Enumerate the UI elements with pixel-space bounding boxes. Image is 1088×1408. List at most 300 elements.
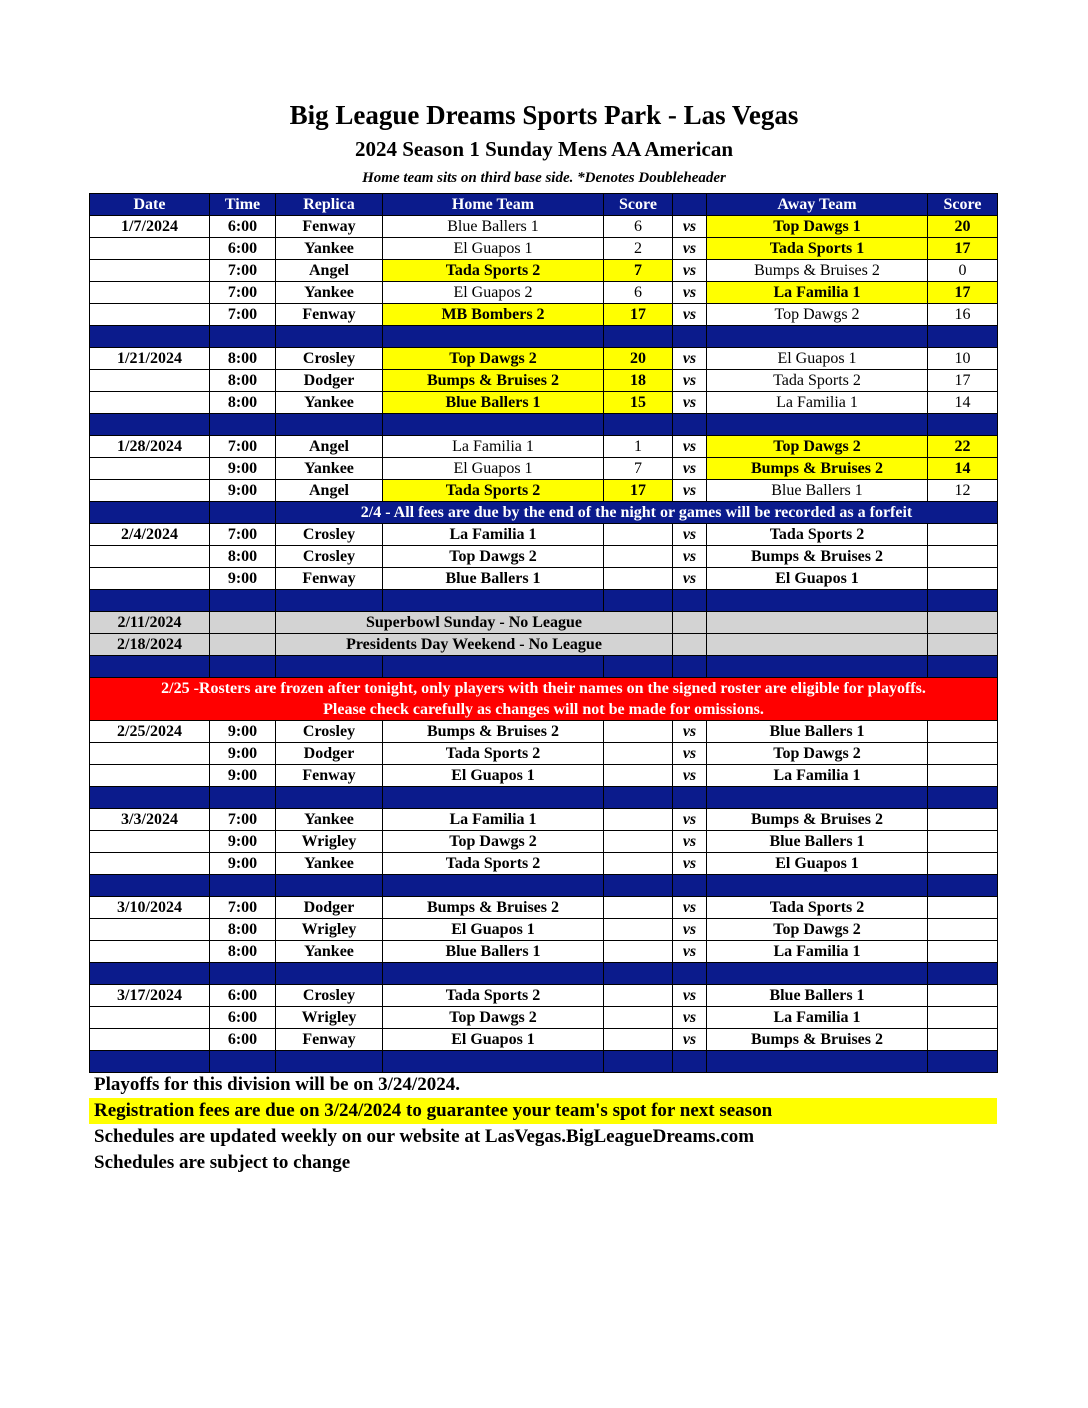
- away-score-cell: 12: [928, 480, 998, 502]
- time-cell: 8:00: [210, 941, 276, 963]
- home-team-cell: El Guapos 1: [383, 919, 604, 941]
- away-score-cell: 0: [928, 260, 998, 282]
- home-score-cell: 17: [604, 304, 673, 326]
- away-score-cell: [928, 1007, 998, 1029]
- home-team-cell: Bumps & Bruises 2: [383, 370, 604, 392]
- roster-alert-line: 2/25 -Rosters are frozen after tonight, only players with their names on the signed roster are eligible for playoffs.: [161, 680, 926, 697]
- separator-cell: [90, 590, 210, 612]
- col-header: Time: [210, 194, 276, 216]
- home-team-cell: Blue Ballers 1: [383, 216, 604, 238]
- col-header: Date: [90, 194, 210, 216]
- away-score-cell: [928, 919, 998, 941]
- vs-cell: vs: [673, 809, 707, 831]
- away-team-cell: Top Dawgs 1: [707, 216, 928, 238]
- vs-cell: [673, 612, 707, 634]
- away-score-cell: 17: [928, 282, 998, 304]
- time-cell: 9:00: [210, 853, 276, 875]
- field-cell: Yankee: [276, 853, 383, 875]
- time-cell: 9:00: [210, 831, 276, 853]
- vs-cell: vs: [673, 721, 707, 743]
- fees-notice-row: [90, 502, 998, 524]
- vs-cell: vs: [673, 458, 707, 480]
- time-cell: 7:00: [210, 282, 276, 304]
- separator-cell: [707, 590, 928, 612]
- away-team-cell: El Guapos 1: [707, 568, 928, 590]
- vs-cell: vs: [673, 831, 707, 853]
- date-cell: [90, 480, 210, 502]
- field-cell: Crosley: [276, 721, 383, 743]
- field-cell: Fenway: [276, 1029, 383, 1051]
- home-score-cell: [604, 765, 673, 787]
- separator-row: [90, 414, 998, 436]
- away-team-cell: Tada Sports 1: [707, 238, 928, 260]
- field-cell: Dodger: [276, 743, 383, 765]
- vs-cell: vs: [673, 304, 707, 326]
- separator-row: [90, 656, 998, 678]
- time-cell: 7:00: [210, 809, 276, 831]
- separator-cell: [276, 326, 383, 348]
- home-team-cell: Blue Ballers 1: [383, 941, 604, 963]
- field-cell: Angel: [276, 260, 383, 282]
- separator-cell: [673, 590, 707, 612]
- away-score-cell: [928, 568, 998, 590]
- home-score-cell: [604, 1007, 673, 1029]
- game-result-row: [90, 216, 998, 238]
- time-cell: 8:00: [210, 348, 276, 370]
- date-cell: [90, 304, 210, 326]
- home-score-cell: 6: [604, 216, 673, 238]
- separator-cell: [383, 963, 604, 985]
- field-cell: Dodger: [276, 897, 383, 919]
- date-cell: [90, 1007, 210, 1029]
- away-team-cell: La Familia 1: [707, 282, 928, 304]
- col-header: Away Team: [707, 194, 928, 216]
- field-cell: Yankee: [276, 809, 383, 831]
- home-team-cell: Top Dawgs 2: [383, 1007, 604, 1029]
- separator-cell: [707, 1051, 928, 1073]
- away-score-cell: [928, 612, 998, 634]
- separator-row: [90, 1051, 998, 1073]
- time-cell: 7:00: [210, 260, 276, 282]
- home-team-cell: Bumps & Bruises 2: [383, 897, 604, 919]
- home-score-cell: 6: [604, 282, 673, 304]
- field-cell: Dodger: [276, 370, 383, 392]
- separator-cell: [673, 875, 707, 897]
- vs-cell: vs: [673, 348, 707, 370]
- separator-row: [90, 875, 998, 897]
- home-team-cell: Tada Sports 2: [383, 985, 604, 1007]
- away-team-cell: Tada Sports 2: [707, 370, 928, 392]
- away-team-cell: Bumps & Bruises 2: [707, 809, 928, 831]
- no-league-note: Superbowl Sunday - No League: [276, 612, 673, 634]
- home-team-cell: El Guapos 1: [383, 1029, 604, 1051]
- date-cell: 2/25/2024: [90, 721, 210, 743]
- home-score-cell: [604, 941, 673, 963]
- vs-cell: vs: [673, 392, 707, 414]
- time-cell: 9:00: [210, 743, 276, 765]
- game-result-row: [90, 392, 998, 414]
- upcoming-game-row: [90, 897, 998, 919]
- away-score-cell: [928, 831, 998, 853]
- vs-cell: vs: [673, 282, 707, 304]
- vs-cell: vs: [673, 260, 707, 282]
- separator-cell: [210, 590, 276, 612]
- separator-cell: [210, 963, 276, 985]
- home-team-cell: El Guapos 1: [383, 458, 604, 480]
- date-cell: 1/28/2024: [90, 436, 210, 458]
- home-team-cell: El Guapos 2: [383, 282, 604, 304]
- game-result-row: [90, 304, 998, 326]
- upcoming-game-row: [90, 985, 998, 1007]
- field-cell: Crosley: [276, 546, 383, 568]
- date-cell: [90, 392, 210, 414]
- separator-row: [90, 787, 998, 809]
- date-cell: [90, 458, 210, 480]
- separator-cell: [90, 656, 210, 678]
- date-cell: [90, 831, 210, 853]
- home-score-cell: [604, 897, 673, 919]
- change-note: Schedules are subject to change: [94, 1152, 351, 1173]
- separator-cell: [673, 963, 707, 985]
- home-score-cell: [604, 919, 673, 941]
- separator-cell: [90, 963, 210, 985]
- date-cell: [90, 765, 210, 787]
- time-cell: 7:00: [210, 897, 276, 919]
- col-header: Score: [604, 194, 673, 216]
- separator-cell: [928, 656, 998, 678]
- home-score-cell: 20: [604, 348, 673, 370]
- away-team-cell: Bumps & Bruises 2: [707, 260, 928, 282]
- separator-cell: [383, 875, 604, 897]
- separator-cell: [210, 656, 276, 678]
- away-score-cell: [928, 743, 998, 765]
- date-cell: 2/4/2024: [90, 524, 210, 546]
- date-cell: 1/21/2024: [90, 348, 210, 370]
- field-cell: Fenway: [276, 216, 383, 238]
- time-cell: 7:00: [210, 436, 276, 458]
- vs-cell: vs: [673, 216, 707, 238]
- separator-cell: [90, 326, 210, 348]
- date-cell: [90, 568, 210, 590]
- separator-cell: [707, 414, 928, 436]
- home-score-cell: [604, 524, 673, 546]
- away-score-cell: 22: [928, 436, 998, 458]
- date-cell: 2/18/2024: [90, 634, 210, 656]
- separator-cell: [604, 787, 673, 809]
- time-cell: 6:00: [210, 1029, 276, 1051]
- registration-note: Registration fees are due on 3/24/2024 to guarantee your team's spot for next season: [89, 1098, 997, 1124]
- col-header: Score: [928, 194, 998, 216]
- vs-cell: vs: [673, 919, 707, 941]
- upcoming-game-row: [90, 721, 998, 743]
- separator-cell: [276, 875, 383, 897]
- away-team-cell: El Guapos 1: [707, 853, 928, 875]
- separator-cell: [604, 1051, 673, 1073]
- separator-cell: [276, 963, 383, 985]
- home-team-cell: Top Dawgs 2: [383, 546, 604, 568]
- separator-row: [90, 326, 998, 348]
- away-team-cell: [707, 612, 928, 634]
- separator-cell: [673, 1051, 707, 1073]
- separator-cell: [707, 963, 928, 985]
- no-league-row: [90, 612, 998, 634]
- separator-cell: [673, 787, 707, 809]
- time-cell: 8:00: [210, 370, 276, 392]
- separator-cell: [210, 326, 276, 348]
- date-cell: [90, 260, 210, 282]
- time-cell: 7:00: [210, 304, 276, 326]
- game-result-row: [90, 436, 998, 458]
- vs-cell: vs: [673, 1007, 707, 1029]
- roster-alert: [90, 678, 998, 721]
- separator-cell: [928, 414, 998, 436]
- date-cell: [90, 370, 210, 392]
- away-score-cell: [928, 985, 998, 1007]
- home-score-cell: [604, 546, 673, 568]
- vs-cell: vs: [673, 985, 707, 1007]
- home-score-cell: [604, 985, 673, 1007]
- away-score-cell: 10: [928, 348, 998, 370]
- separator-cell: [707, 787, 928, 809]
- home-team-cell: Blue Ballers 1: [383, 392, 604, 414]
- no-league-note: Presidents Day Weekend - No League: [276, 634, 673, 656]
- separator-row: [90, 963, 998, 985]
- away-score-cell: 16: [928, 304, 998, 326]
- time-cell: 9:00: [210, 721, 276, 743]
- time-cell: 9:00: [210, 568, 276, 590]
- separator-cell: [383, 414, 604, 436]
- home-score-cell: [604, 743, 673, 765]
- home-team-cell: La Familia 1: [383, 809, 604, 831]
- away-score-cell: 17: [928, 238, 998, 260]
- game-result-row: [90, 458, 998, 480]
- away-team-cell: Top Dawgs 2: [707, 436, 928, 458]
- separator-cell: [604, 875, 673, 897]
- home-score-cell: [604, 853, 673, 875]
- home-score-cell: 17: [604, 480, 673, 502]
- game-result-row: [90, 238, 998, 260]
- separator-cell: [604, 414, 673, 436]
- separator-cell: [90, 1051, 210, 1073]
- date-cell: [90, 546, 210, 568]
- vs-cell: vs: [673, 480, 707, 502]
- separator-cell: [90, 875, 210, 897]
- away-score-cell: [928, 897, 998, 919]
- date-cell: 2/11/2024: [90, 612, 210, 634]
- col-header: [673, 194, 707, 216]
- page-subtitle: 2024 Season 1 Sunday Mens AA American: [354, 137, 734, 161]
- separator-cell: [928, 787, 998, 809]
- away-team-cell: Blue Ballers 1: [707, 480, 928, 502]
- date-cell: [90, 238, 210, 260]
- away-team-cell: La Familia 1: [707, 765, 928, 787]
- upcoming-game-row: [90, 1007, 998, 1029]
- vs-cell: vs: [673, 743, 707, 765]
- notice-cell: [90, 502, 210, 524]
- field-cell: Yankee: [276, 941, 383, 963]
- field-cell: Angel: [276, 480, 383, 502]
- vs-cell: vs: [673, 546, 707, 568]
- away-team-cell: Top Dawgs 2: [707, 304, 928, 326]
- away-score-cell: [928, 853, 998, 875]
- separator-cell: [383, 326, 604, 348]
- upcoming-game-row: [90, 809, 998, 831]
- home-team-cell: El Guapos 1: [383, 765, 604, 787]
- separator-cell: [673, 656, 707, 678]
- home-team-cell: MB Bombers 2: [383, 304, 604, 326]
- separator-cell: [604, 963, 673, 985]
- away-score-cell: [928, 1029, 998, 1051]
- col-header: Replica: [276, 194, 383, 216]
- home-team-cell: Top Dawgs 2: [383, 831, 604, 853]
- upcoming-game-row: [90, 765, 998, 787]
- time-cell: 8:00: [210, 546, 276, 568]
- separator-cell: [210, 1051, 276, 1073]
- date-cell: 3/17/2024: [90, 985, 210, 1007]
- date-cell: 3/10/2024: [90, 897, 210, 919]
- separator-cell: [928, 590, 998, 612]
- vs-cell: vs: [673, 1029, 707, 1051]
- game-result-row: [90, 480, 998, 502]
- separator-cell: [383, 1051, 604, 1073]
- home-team-cell: Blue Ballers 1: [383, 568, 604, 590]
- separator-cell: [673, 326, 707, 348]
- vs-cell: vs: [673, 524, 707, 546]
- schedule-table: [89, 193, 998, 1073]
- vs-cell: [673, 634, 707, 656]
- no-league-row: [90, 634, 998, 656]
- upcoming-game-row: [90, 853, 998, 875]
- time-cell: 9:00: [210, 458, 276, 480]
- date-cell: [90, 853, 210, 875]
- time-cell: 8:00: [210, 919, 276, 941]
- separator-cell: [210, 875, 276, 897]
- time-cell: [210, 612, 276, 634]
- game-result-row: [90, 370, 998, 392]
- separator-cell: [928, 963, 998, 985]
- away-team-cell: [707, 634, 928, 656]
- vs-cell: vs: [673, 370, 707, 392]
- separator-cell: [928, 1051, 998, 1073]
- home-score-cell: [604, 1029, 673, 1051]
- separator-cell: [673, 414, 707, 436]
- away-team-cell: Top Dawgs 2: [707, 919, 928, 941]
- separator-cell: [604, 590, 673, 612]
- time-cell: 6:00: [210, 216, 276, 238]
- separator-cell: [276, 787, 383, 809]
- home-score-cell: [604, 568, 673, 590]
- separator-cell: [90, 414, 210, 436]
- field-cell: Crosley: [276, 348, 383, 370]
- field-cell: Yankee: [276, 282, 383, 304]
- separator-cell: [276, 656, 383, 678]
- upcoming-game-row: [90, 743, 998, 765]
- time-cell: 7:00: [210, 524, 276, 546]
- separator-cell: [90, 787, 210, 809]
- field-cell: Wrigley: [276, 919, 383, 941]
- home-team-note: Home team sits on third base side. *Denotes Doubleheader: [362, 170, 726, 186]
- away-score-cell: [928, 721, 998, 743]
- away-team-cell: Bumps & Bruises 2: [707, 1029, 928, 1051]
- separator-cell: [383, 787, 604, 809]
- vs-cell: vs: [673, 568, 707, 590]
- website-note: Schedules are updated weekly on our website at LasVegas.BigLeagueDreams.com: [94, 1126, 755, 1147]
- field-cell: Yankee: [276, 458, 383, 480]
- date-cell: [90, 743, 210, 765]
- away-team-cell: Tada Sports 2: [707, 524, 928, 546]
- page-title: Big League Dreams Sports Park - Las Vegas: [289, 100, 799, 130]
- away-score-cell: 20: [928, 216, 998, 238]
- vs-cell: vs: [673, 941, 707, 963]
- home-team-cell: La Familia 1: [383, 524, 604, 546]
- away-score-cell: [928, 765, 998, 787]
- date-cell: 1/7/2024: [90, 216, 210, 238]
- separator-cell: [707, 656, 928, 678]
- time-cell: 9:00: [210, 480, 276, 502]
- field-cell: Wrigley: [276, 831, 383, 853]
- away-team-cell: La Familia 1: [707, 1007, 928, 1029]
- time-cell: 6:00: [210, 238, 276, 260]
- separator-cell: [210, 414, 276, 436]
- home-team-cell: Tada Sports 2: [383, 260, 604, 282]
- time-cell: 8:00: [210, 392, 276, 414]
- separator-cell: [276, 1051, 383, 1073]
- separator-cell: [210, 787, 276, 809]
- away-score-cell: 14: [928, 458, 998, 480]
- field-cell: Crosley: [276, 985, 383, 1007]
- separator-cell: [928, 326, 998, 348]
- home-team-cell: La Familia 1: [383, 436, 604, 458]
- separator-cell: [707, 326, 928, 348]
- vs-cell: vs: [673, 897, 707, 919]
- home-team-cell: Tada Sports 2: [383, 480, 604, 502]
- field-cell: Angel: [276, 436, 383, 458]
- playoffs-note: Playoffs for this division will be on 3/24/2024.: [94, 1074, 460, 1095]
- separator-cell: [383, 656, 604, 678]
- upcoming-game-row: [90, 919, 998, 941]
- home-team-cell: Bumps & Bruises 2: [383, 721, 604, 743]
- time-cell: 6:00: [210, 985, 276, 1007]
- time-cell: 9:00: [210, 765, 276, 787]
- home-score-cell: 1: [604, 436, 673, 458]
- home-score-cell: [604, 809, 673, 831]
- field-cell: Fenway: [276, 568, 383, 590]
- game-result-row: [90, 260, 998, 282]
- away-team-cell: Blue Ballers 1: [707, 985, 928, 1007]
- field-cell: Wrigley: [276, 1007, 383, 1029]
- table-header-row: [90, 194, 998, 216]
- field-cell: Yankee: [276, 238, 383, 260]
- home-score-cell: 18: [604, 370, 673, 392]
- away-team-cell: La Familia 1: [707, 941, 928, 963]
- upcoming-game-row: [90, 524, 998, 546]
- away-score-cell: [928, 524, 998, 546]
- upcoming-game-row: [90, 831, 998, 853]
- date-cell: [90, 282, 210, 304]
- fees-notice: 2/4 - All fees are due by the end of the night or games will be recorded as a forfeit: [276, 502, 998, 524]
- away-score-cell: [928, 809, 998, 831]
- away-team-cell: Bumps & Bruises 2: [707, 458, 928, 480]
- home-team-cell: Tada Sports 2: [383, 853, 604, 875]
- home-score-cell: 7: [604, 458, 673, 480]
- upcoming-game-row: [90, 941, 998, 963]
- home-score-cell: 2: [604, 238, 673, 260]
- roster-alert-row: [90, 678, 998, 721]
- separator-cell: [276, 590, 383, 612]
- away-team-cell: El Guapos 1: [707, 348, 928, 370]
- away-team-cell: Top Dawgs 2: [707, 743, 928, 765]
- date-cell: [90, 919, 210, 941]
